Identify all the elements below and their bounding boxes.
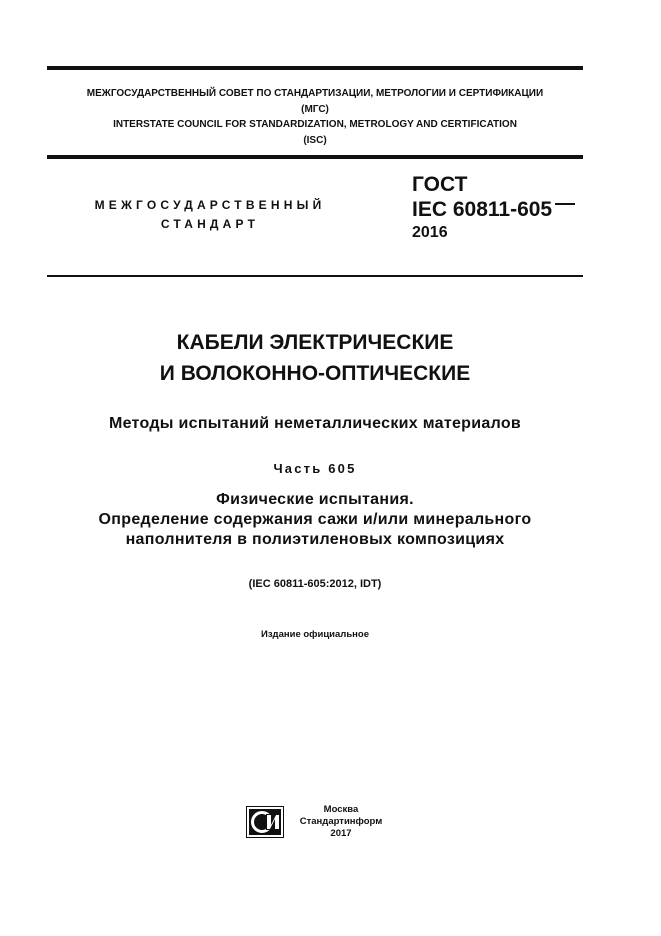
standartinform-logo-icon (246, 806, 284, 838)
publisher-year: 2017 (330, 828, 352, 839)
iec-equivalence: (IEC 60811-605:2012, IDT) (248, 578, 382, 590)
designation-number-row (412, 197, 575, 222)
standard-type-line2: СТАНДАРТ (160, 217, 260, 231)
standard-designation (412, 172, 575, 244)
standard-type-line1: МЕЖГОСУДАРСТВЕННЫЙ (94, 198, 326, 212)
year-dash (555, 203, 575, 205)
part-heading (47, 461, 583, 477)
part-number: 605 (328, 461, 357, 476)
part-title-line-3: наполнителя в полиэтиленовых композициях (125, 531, 505, 548)
part-title-line-1: Физические испытания. (216, 491, 414, 508)
designation-year: 2016 (412, 224, 448, 241)
publisher-city: Москва (323, 804, 359, 815)
council-abbr-ru: (МГС) (301, 103, 329, 115)
publisher-block (296, 804, 386, 840)
document-subtitle: Методы испытаний неметаллических материалов (108, 415, 522, 432)
council-rule (47, 155, 583, 159)
part-title-line-2: Определение содержания сажи и/или минерального (98, 511, 532, 528)
top-rule (47, 66, 583, 70)
gost-label: ГОСТ (412, 173, 468, 196)
council-name-en: INTERSTATE COUNCIL FOR STANDARDIZATION, METROLOGY AND CERTIFICATION (113, 119, 517, 130)
part-label: Часть (273, 461, 323, 476)
council-name-ru: МЕЖГОСУДАРСТВЕННЫЙ СОВЕТ ПО СТАНДАРТИЗАЦИИ, МЕТРОЛОГИИ И СЕРТИФИКАЦИИ (86, 88, 544, 99)
council-header (47, 86, 583, 148)
standard-type (60, 196, 360, 234)
title-line-2: И ВОЛОКОННО-ОПТИЧЕСКИЕ (159, 362, 471, 385)
publisher-name: Стандартинформ (299, 816, 383, 827)
part-title (47, 490, 583, 550)
designation-rule (47, 275, 583, 277)
title-line-1: КАБЕЛИ ЭЛЕКТРИЧЕСКИЕ (176, 331, 454, 354)
council-abbr-en: (ISC) (303, 134, 327, 146)
designation-number: IEC 60811-605 (412, 198, 553, 221)
edition-note: Издание официальное (261, 629, 369, 640)
document-title (47, 327, 583, 389)
